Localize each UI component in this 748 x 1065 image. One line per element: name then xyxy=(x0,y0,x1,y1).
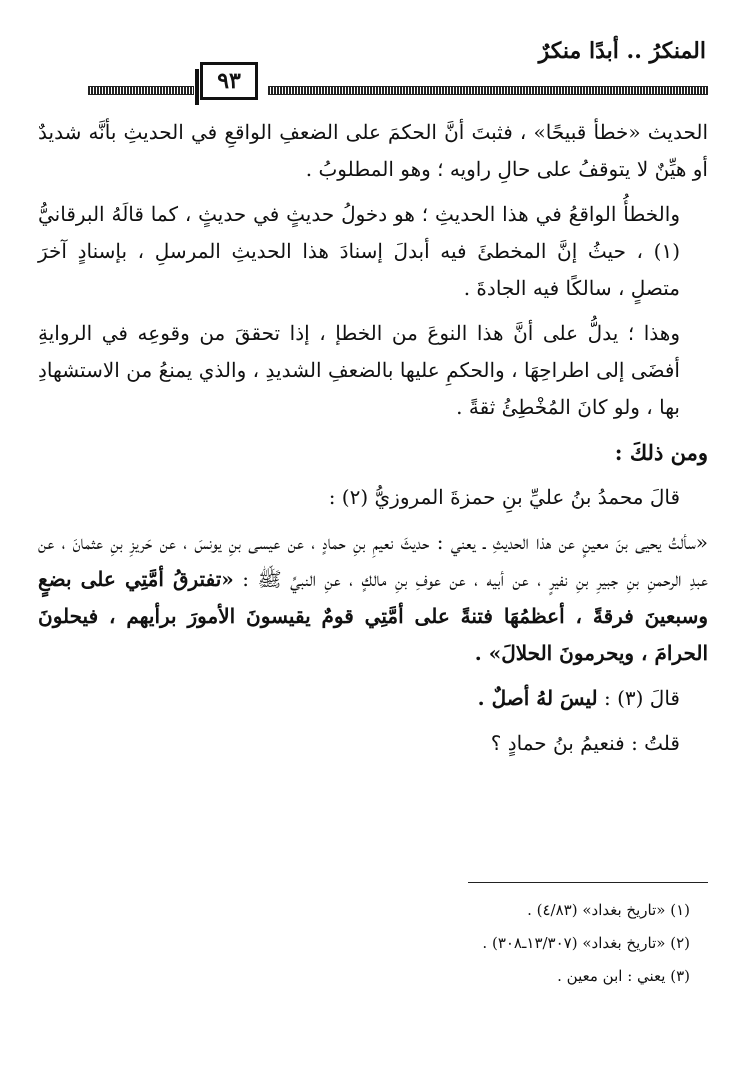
running-title: المنكرُ .. أبدًا منكرٌ xyxy=(538,38,706,64)
paragraph xyxy=(38,680,708,717)
paragraph: وهذا ؛ يدلُّ على أنَّ هذا النوعَ من الخطإ ، إذا تحققَ من وقوعِه في الروايةِ أفضَى إلى اطراحِهَا ، والحكمِ عليها بالضعفِ الشديدِ ، والذي يمنعُ من الاستشهادِ بها ، ولو كانَ المُخْطِئُ ثقةً . xyxy=(38,321,680,419)
footnote: (٢) «تاريخ بغداد» (١٣/٣٠٧ـ٣٠٨) . xyxy=(482,934,690,952)
speaker-label: قالَ (٣) : xyxy=(603,686,680,710)
header-rule xyxy=(268,86,708,95)
footnotes xyxy=(308,894,708,993)
verdict-text: ليسَ لهُ أصلٌ . xyxy=(477,686,598,710)
quotation xyxy=(38,524,708,672)
quotation-text: «سألتُ يحيى بنَ معينٍ عن هذا الحديثِ ـ يعني : حديثَ نعيمِ بنِ حمادٍ ، عن عيسى بنِ يونسَ ، عن حَريزِ بنِ عثمانَ ، عن عبدِ الرحمنِ بنِ جبيرِ بنِ نفيرٍ ، عن أبيه ، عن عوفِ بنِ مالكٍ ، عنِ النبيِّ ﷺ : xyxy=(38,530,709,591)
header-rule-short xyxy=(88,86,194,95)
section-heading: ومن ذلكَ : xyxy=(614,440,708,465)
footnote: (٣) يعني : ابن معين . xyxy=(557,967,690,985)
main-text xyxy=(38,114,708,770)
paragraph: قالَ محمدُ بنُ عليِّ بنِ حمزةَ المروزيُّ (٢) : xyxy=(328,485,680,509)
paragraph: والخطأُ الواقعُ في هذا الحديثِ ؛ هو دخولُ حديثٍ في حديثٍ ، كما قالَهُ البرقانيُّ (١) ، حيثُ إنَّ المخطئَ فيه أبدلَ إسنادَ هذا الحديثِ المرسلِ ، بإسنادٍ آخرَ متصلٍ ، سالكًا فيه الجادةَ . xyxy=(38,202,680,300)
paragraph: الحديث «خطأ قبيحًا» ، فثبتَ أنَّ الحكمَ على الضعفِ الواقعِ في الحديثِ بأنَّه شديدٌ أو هيِّنٌ لا يتوقفُ على حالِ راويه ؛ وهو المطلوبُ . xyxy=(38,120,708,181)
footnote: (١) «تاريخ بغداد» (٤/٨٣) . xyxy=(527,901,690,919)
hadith-text: «تفترقُ أمَّتِي على بضعٍ وسبعينَ فرقةً ، أعظمُهَا فتنةً على أمَّتِي قومٌ يقيسونَ الأمورَ برأيهم ، فيحلونَ الحرامَ ، ويحرمونَ الحلالَ» . xyxy=(38,567,708,665)
paragraph: قلتُ : فنعيمُ بنُ حمادٍ ؟ xyxy=(490,731,680,755)
page-number: ٩٣ xyxy=(200,62,258,100)
footnote-separator xyxy=(468,882,708,883)
